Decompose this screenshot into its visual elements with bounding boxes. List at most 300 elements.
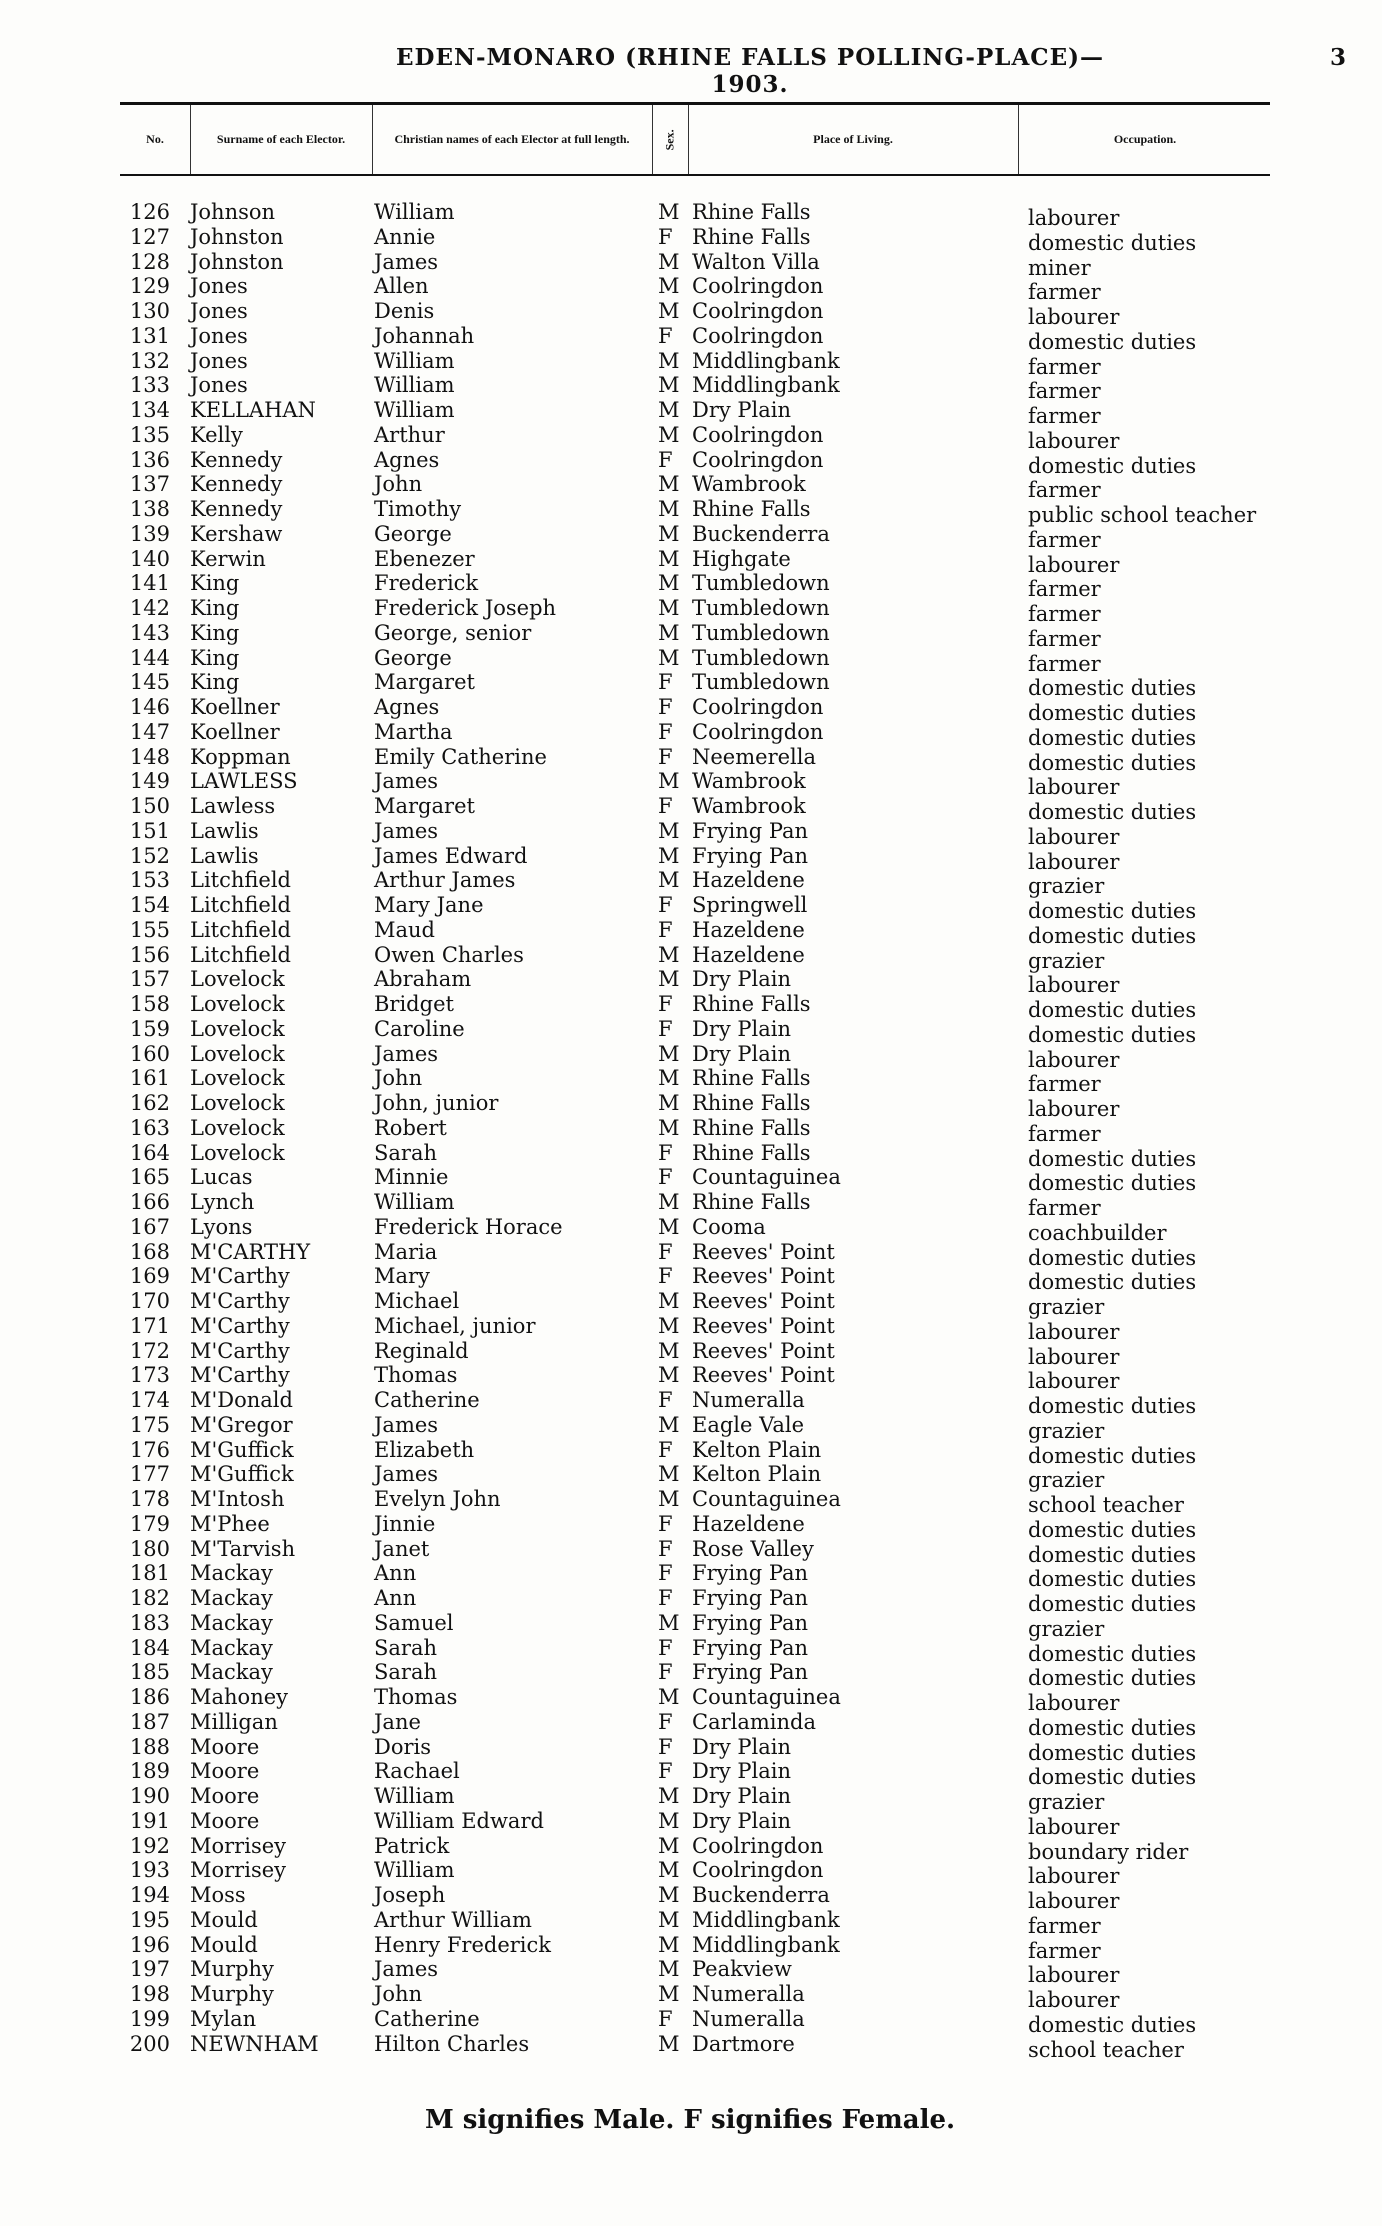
elector-place: Coolringdon xyxy=(692,447,824,472)
elector-number: 178 xyxy=(129,1487,170,1511)
elector-place: Coolringdon xyxy=(692,1833,824,1858)
elector-number: 161 xyxy=(129,1066,170,1091)
column-header-surname: Surname of each Elector. xyxy=(216,132,346,147)
elector-christian-names: Ann xyxy=(374,1561,417,1586)
elector-christian-names: Rachael xyxy=(374,1759,460,1784)
elector-number: 195 xyxy=(129,1907,170,1932)
elector-occupation: domestic duties xyxy=(1028,725,1197,750)
elector-place: Reeves' Point xyxy=(692,1338,835,1363)
elector-surname: Murphy xyxy=(190,1957,274,1982)
elector-sex: M xyxy=(658,472,680,497)
elector-surname: Koppman xyxy=(190,744,291,769)
elector-surname: Lynch xyxy=(190,1190,255,1214)
elector-christian-names: Thomas xyxy=(374,1363,458,1388)
elector-christian-names: George, senior xyxy=(374,620,532,645)
table-row xyxy=(0,1808,1382,1839)
elector-occupation: public school teacher xyxy=(1028,503,1257,527)
elector-occupation: farmer xyxy=(1028,404,1101,428)
elector-occupation: labourer xyxy=(1028,1097,1120,1121)
elector-christian-names: James xyxy=(374,249,439,274)
elector-place: Coolringdon xyxy=(692,323,824,348)
table-row xyxy=(0,1635,1382,1666)
elector-surname: Koellner xyxy=(190,719,280,744)
elector-sex: M xyxy=(658,1784,680,1808)
elector-sex: M xyxy=(658,1858,680,1883)
elector-sex: F xyxy=(658,744,673,769)
elector-number: 189 xyxy=(129,1759,170,1784)
elector-place: Coolringdon xyxy=(692,274,824,299)
elector-place: Tumbledown xyxy=(692,645,830,670)
elector-surname: KELLAHAN xyxy=(190,398,316,422)
elector-sex: M xyxy=(658,596,680,620)
elector-place: Rhine Falls xyxy=(692,992,811,1016)
page-number: 3 xyxy=(1330,44,1347,71)
elector-number: 144 xyxy=(129,645,170,670)
column-divider xyxy=(688,105,689,174)
elector-christian-names: William xyxy=(374,1784,455,1808)
elector-occupation: farmer xyxy=(1028,1072,1101,1097)
elector-number: 192 xyxy=(129,1833,170,1858)
table-row xyxy=(0,1313,1382,1344)
elector-place: Reeves' Point xyxy=(692,1289,835,1313)
elector-surname: Kelly xyxy=(190,422,243,447)
elector-place: Walton Villa xyxy=(692,249,820,274)
table-row xyxy=(0,1091,1382,1121)
elector-sex: M xyxy=(658,274,680,299)
elector-number: 181 xyxy=(129,1561,170,1586)
elector-surname: Lawlis xyxy=(190,843,259,868)
elector-christian-names: Robert xyxy=(374,1115,447,1140)
elector-occupation: domestic duties xyxy=(1028,1567,1197,1592)
elector-christian-names: Margaret xyxy=(374,670,475,695)
elector-sex: M xyxy=(658,571,680,596)
elector-sex: M xyxy=(658,868,680,893)
elector-occupation: farmer xyxy=(1028,478,1101,503)
table-row xyxy=(0,1610,1382,1641)
elector-sex: M xyxy=(658,373,680,398)
elector-occupation: farmer xyxy=(1028,602,1101,626)
elector-christian-names: Jinnie xyxy=(374,1511,436,1536)
elector-christian-names: Jane xyxy=(374,1709,421,1734)
elector-place: Coolringdon xyxy=(692,695,824,719)
elector-christian-names: William xyxy=(374,1190,455,1214)
elector-place: Numeralla xyxy=(692,1388,805,1412)
elector-number: 149 xyxy=(129,769,170,794)
elector-number: 135 xyxy=(129,422,170,447)
table-row xyxy=(0,1363,1382,1394)
elector-surname: M'CARTHY xyxy=(190,1239,311,1264)
elector-occupation: labourer xyxy=(1028,1319,1120,1344)
elector-surname: Kershaw xyxy=(190,521,283,546)
elector-occupation: labourer xyxy=(1028,1988,1120,2012)
elector-christian-names: Sarah xyxy=(374,1140,437,1165)
elector-surname: M'Intosh xyxy=(190,1487,285,1511)
elector-number: 162 xyxy=(129,1091,170,1115)
elector-sex: M xyxy=(658,200,680,224)
elector-christian-names: William xyxy=(374,200,455,224)
elector-sex: F xyxy=(658,1536,673,1561)
elector-sex: M xyxy=(658,249,680,274)
table-row xyxy=(0,1214,1382,1245)
elector-number: 142 xyxy=(129,596,170,620)
elector-sex: M xyxy=(658,1808,680,1833)
elector-surname: Murphy xyxy=(190,1982,274,2006)
elector-surname: LAWLESS xyxy=(190,769,298,794)
elector-sex: F xyxy=(658,794,673,818)
column-divider xyxy=(1018,105,1019,174)
elector-occupation: farmer xyxy=(1028,527,1101,552)
elector-sex: F xyxy=(658,1759,673,1784)
elector-number: 157 xyxy=(129,967,170,992)
elector-occupation: domestic duties xyxy=(1028,329,1197,354)
elector-sex: F xyxy=(658,1388,673,1412)
elector-occupation: domestic duties xyxy=(1028,1517,1197,1542)
elector-place: Dry Plain xyxy=(692,1759,792,1784)
elector-surname: Lovelock xyxy=(190,1041,285,1066)
elector-occupation: labourer xyxy=(1028,1691,1120,1715)
elector-occupation: grazier xyxy=(1028,1295,1105,1319)
table-row xyxy=(0,274,1382,305)
table-row xyxy=(0,1066,1382,1097)
elector-sex: F xyxy=(658,695,673,719)
elector-number: 166 xyxy=(129,1190,170,1214)
elector-surname: Mylan xyxy=(190,2006,257,2031)
elector-occupation: domestic duties xyxy=(1028,230,1197,255)
elector-number: 199 xyxy=(129,2006,170,2031)
elector-occupation: domestic duties xyxy=(1028,1146,1197,1171)
elector-sex: F xyxy=(658,893,673,917)
elector-christian-names: Patrick xyxy=(374,1833,450,1858)
elector-occupation: labourer xyxy=(1028,305,1120,329)
table-row xyxy=(0,1685,1382,1715)
elector-occupation: domestic duties xyxy=(1028,1245,1197,1270)
elector-occupation: farmer xyxy=(1028,651,1101,676)
elector-place: Peakview xyxy=(692,1957,792,1982)
elector-number: 198 xyxy=(129,1982,170,2006)
elector-christian-names: Arthur William xyxy=(374,1907,532,1932)
elector-christian-names: Mary xyxy=(374,1264,430,1289)
elector-occupation: domestic duties xyxy=(1028,1394,1197,1418)
elector-sex: M xyxy=(658,1610,680,1635)
table-row xyxy=(0,200,1382,230)
elector-number: 171 xyxy=(129,1313,170,1338)
column-divider xyxy=(372,105,373,174)
elector-sex: M xyxy=(658,1957,680,1982)
elector-sex: M xyxy=(658,1833,680,1858)
elector-christian-names: Catherine xyxy=(374,1388,480,1412)
table-row xyxy=(0,1412,1382,1443)
table-row xyxy=(0,719,1382,750)
elector-number: 159 xyxy=(129,1016,170,1041)
elector-surname: Moss xyxy=(190,1883,246,1907)
elector-surname: Jones xyxy=(190,373,248,398)
elector-christian-names: Maud xyxy=(374,917,435,942)
elector-occupation: domestic duties xyxy=(1028,1765,1197,1790)
electors-table xyxy=(0,200,1382,2062)
elector-christian-names: Mary Jane xyxy=(374,893,484,917)
elector-number: 143 xyxy=(129,620,170,645)
elector-place: Highgate xyxy=(692,546,791,571)
table-row xyxy=(0,1511,1382,1542)
elector-surname: Litchfield xyxy=(190,893,291,917)
table-row xyxy=(0,1140,1382,1171)
elector-sex: M xyxy=(658,546,680,571)
elector-sex: M xyxy=(658,348,680,373)
elector-number: 169 xyxy=(129,1264,170,1289)
elector-christian-names: Catherine xyxy=(374,2006,480,2031)
elector-occupation: farmer xyxy=(1028,280,1101,305)
elector-sex: M xyxy=(658,843,680,868)
elector-place: Dry Plain xyxy=(692,1016,792,1041)
table-row xyxy=(0,1115,1382,1146)
table-row xyxy=(0,670,1382,701)
footer-legend: M signifies Male. F signifies Female. xyxy=(424,2105,956,2135)
elector-christian-names: Sarah xyxy=(374,1660,437,1685)
column-header-sex: Sex. xyxy=(662,129,677,151)
elector-place: Frying Pan xyxy=(692,1610,809,1635)
elector-occupation: labourer xyxy=(1028,1047,1120,1072)
elector-occupation: grazier xyxy=(1028,1468,1105,1493)
elector-sex: F xyxy=(658,1511,673,1536)
elector-number: 167 xyxy=(129,1214,170,1239)
elector-sex: F xyxy=(658,1016,673,1041)
elector-place: Frying Pan xyxy=(692,1586,809,1610)
elector-sex: M xyxy=(658,942,680,967)
elector-surname: Koellner xyxy=(190,695,280,719)
elector-sex: M xyxy=(658,299,680,323)
elector-number: 168 xyxy=(129,1239,170,1264)
elector-christian-names: Allen xyxy=(374,274,429,299)
elector-number: 136 xyxy=(129,447,170,472)
elector-occupation: domestic duties xyxy=(1028,1443,1197,1468)
elector-sex: F xyxy=(658,992,673,1016)
elector-surname: M'Guffick xyxy=(190,1437,294,1462)
elector-place: Rhine Falls xyxy=(692,1190,811,1214)
elector-sex: F xyxy=(658,323,673,348)
elector-place: Neemerella xyxy=(692,744,816,769)
elector-christian-names: Henry Frederick xyxy=(374,1932,551,1957)
table-row xyxy=(0,1536,1382,1567)
elector-place: Middlingbank xyxy=(692,373,840,398)
table-row xyxy=(0,1289,1382,1319)
elector-number: 158 xyxy=(129,992,170,1016)
elector-place: Dry Plain xyxy=(692,967,792,992)
elector-surname: M'Carthy xyxy=(190,1313,290,1338)
elector-surname: Jones xyxy=(190,323,248,348)
table-row xyxy=(0,695,1382,725)
table-row xyxy=(0,1833,1382,1864)
table-row xyxy=(0,299,1382,329)
elector-sex: M xyxy=(658,1932,680,1957)
elector-christian-names: John xyxy=(374,472,423,497)
elector-sex: F xyxy=(658,1165,673,1190)
elector-number: 131 xyxy=(129,323,170,348)
table-row xyxy=(0,1561,1382,1592)
elector-number: 177 xyxy=(129,1462,170,1487)
elector-occupation: domestic duties xyxy=(1028,1542,1197,1567)
elector-occupation: grazier xyxy=(1028,1616,1105,1641)
elector-sex: F xyxy=(658,1635,673,1660)
elector-sex: F xyxy=(658,1561,673,1586)
elector-place: Reeves' Point xyxy=(692,1363,835,1388)
elector-number: 190 xyxy=(129,1784,170,1808)
elector-occupation: domestic duties xyxy=(1028,1022,1197,1047)
table-row xyxy=(0,1883,1382,1913)
elector-christian-names: Agnes xyxy=(374,695,440,719)
table-row xyxy=(0,1858,1382,1889)
elector-surname: Lovelock xyxy=(190,1091,285,1115)
elector-surname: Lawlis xyxy=(190,818,259,843)
elector-christian-names: James xyxy=(374,1412,439,1437)
table-row xyxy=(0,818,1382,849)
elector-occupation: domestic duties xyxy=(1028,453,1197,478)
elector-occupation: domestic duties xyxy=(1028,1270,1197,1295)
elector-number: 180 xyxy=(129,1536,170,1561)
column-header-place: Place of Living. xyxy=(813,132,893,147)
elector-surname: M'Gregor xyxy=(190,1412,293,1437)
elector-number: 133 xyxy=(129,373,170,398)
elector-christian-names: Arthur James xyxy=(374,868,516,893)
elector-occupation: grazier xyxy=(1028,874,1105,899)
elector-surname: Lucas xyxy=(190,1165,253,1190)
elector-occupation: domestic duties xyxy=(1028,2012,1197,2037)
elector-christian-names: Samuel xyxy=(374,1610,454,1635)
elector-surname: Johnston xyxy=(190,224,284,249)
elector-surname: Moore xyxy=(190,1734,260,1759)
elector-surname: Mould xyxy=(190,1907,258,1932)
elector-place: Kelton Plain xyxy=(692,1462,822,1487)
elector-christian-names: Doris xyxy=(374,1734,432,1759)
elector-occupation: labourer xyxy=(1028,1864,1120,1889)
elector-place: Hazeldene xyxy=(692,942,805,967)
elector-sex: F xyxy=(658,224,673,249)
elector-christian-names: Bridget xyxy=(374,992,454,1016)
elector-christian-names: Margaret xyxy=(374,794,475,818)
table-row xyxy=(0,893,1382,923)
elector-number: 185 xyxy=(129,1660,170,1685)
elector-occupation: farmer xyxy=(1028,354,1101,379)
elector-place: Dry Plain xyxy=(692,1734,792,1759)
elector-christian-names: Agnes xyxy=(374,447,440,472)
elector-christian-names: Owen Charles xyxy=(374,942,524,967)
elector-surname: Mackay xyxy=(190,1610,273,1635)
elector-place: Rose Valley xyxy=(692,1536,814,1561)
elector-christian-names: Joseph xyxy=(374,1883,446,1907)
elector-number: 156 xyxy=(129,942,170,967)
elector-place: Rhine Falls xyxy=(692,497,811,521)
elector-christian-names: Michael, junior xyxy=(374,1313,536,1338)
elector-occupation: domestic duties xyxy=(1028,1666,1197,1691)
elector-christian-names: Janet xyxy=(374,1536,430,1561)
elector-number: 191 xyxy=(129,1808,170,1833)
table-row xyxy=(0,769,1382,800)
elector-sex: M xyxy=(658,1115,680,1140)
elector-occupation: boundary rider xyxy=(1028,1839,1189,1864)
table-row xyxy=(0,447,1382,478)
table-row xyxy=(0,224,1382,255)
elector-occupation: domestic duties xyxy=(1028,750,1197,775)
elector-place: Reeves' Point xyxy=(692,1313,835,1338)
elector-number: 183 xyxy=(129,1610,170,1635)
elector-number: 165 xyxy=(129,1165,170,1190)
elector-number: 200 xyxy=(129,2031,170,2056)
table-row xyxy=(0,1982,1382,2012)
elector-christian-names: John xyxy=(374,1066,423,1091)
elector-number: 129 xyxy=(129,274,170,299)
elector-place: Dry Plain xyxy=(692,398,792,422)
elector-sex: M xyxy=(658,1313,680,1338)
elector-number: 153 xyxy=(129,868,170,893)
elector-occupation: labourer xyxy=(1028,1963,1120,1988)
elector-sex: F xyxy=(658,917,673,942)
elector-christian-names: Emily Catherine xyxy=(374,744,547,769)
elector-number: 174 xyxy=(129,1388,170,1412)
elector-surname: King xyxy=(190,620,240,645)
elector-surname: Morrisey xyxy=(190,1833,287,1858)
elector-sex: F xyxy=(658,1660,673,1685)
elector-occupation: domestic duties xyxy=(1028,1715,1197,1740)
elector-surname: Kennedy xyxy=(190,447,283,472)
elector-surname: King xyxy=(190,596,240,620)
elector-christian-names: Frederick Joseph xyxy=(374,596,557,620)
elector-surname: Mackay xyxy=(190,1635,273,1660)
elector-sex: M xyxy=(658,967,680,992)
elector-place: Middlingbank xyxy=(692,1907,840,1932)
elector-place: Frying Pan xyxy=(692,1635,809,1660)
elector-number: 163 xyxy=(129,1115,170,1140)
elector-number: 186 xyxy=(129,1685,170,1709)
elector-occupation: labourer xyxy=(1028,1344,1120,1369)
elector-number: 152 xyxy=(129,843,170,868)
elector-occupation: domestic duties xyxy=(1028,923,1197,948)
elector-christian-names: Reginald xyxy=(374,1338,469,1363)
elector-occupation: domestic duties xyxy=(1028,701,1197,725)
elector-surname: Lovelock xyxy=(190,1016,285,1041)
elector-number: 151 xyxy=(129,818,170,843)
elector-number: 164 xyxy=(129,1140,170,1165)
column-header-no: No. xyxy=(146,132,164,147)
elector-surname: NEWNHAM xyxy=(190,2031,319,2056)
elector-sex: M xyxy=(658,1412,680,1437)
elector-surname: Moore xyxy=(190,1808,260,1833)
elector-number: 148 xyxy=(129,744,170,769)
elector-number: 187 xyxy=(129,1709,170,1734)
elector-place: Countaguinea xyxy=(692,1487,841,1511)
table-row xyxy=(0,422,1382,453)
elector-place: Hazeldene xyxy=(692,1511,805,1536)
elector-sex: F xyxy=(658,447,673,472)
elector-christian-names: Elizabeth xyxy=(374,1437,475,1462)
elector-christian-names: James xyxy=(374,1462,439,1487)
elector-occupation: labourer xyxy=(1028,824,1120,849)
elector-place: Tumbledown xyxy=(692,571,830,596)
elector-christian-names: Arthur xyxy=(374,422,445,447)
elector-place: Reeves' Point xyxy=(692,1264,835,1289)
elector-number: 139 xyxy=(129,521,170,546)
table-row xyxy=(0,917,1382,948)
elector-sex: M xyxy=(658,620,680,645)
elector-surname: Jones xyxy=(190,299,248,323)
table-row xyxy=(0,1264,1382,1295)
elector-place: Eagle Vale xyxy=(692,1412,805,1437)
elector-christian-names: Minnie xyxy=(374,1165,449,1190)
table-row xyxy=(0,497,1382,527)
elector-place: Tumbledown xyxy=(692,596,830,620)
table-row xyxy=(0,1907,1382,1938)
table-row xyxy=(0,1932,1382,1963)
elector-occupation: domestic duties xyxy=(1028,1592,1197,1616)
column-divider xyxy=(190,105,191,174)
